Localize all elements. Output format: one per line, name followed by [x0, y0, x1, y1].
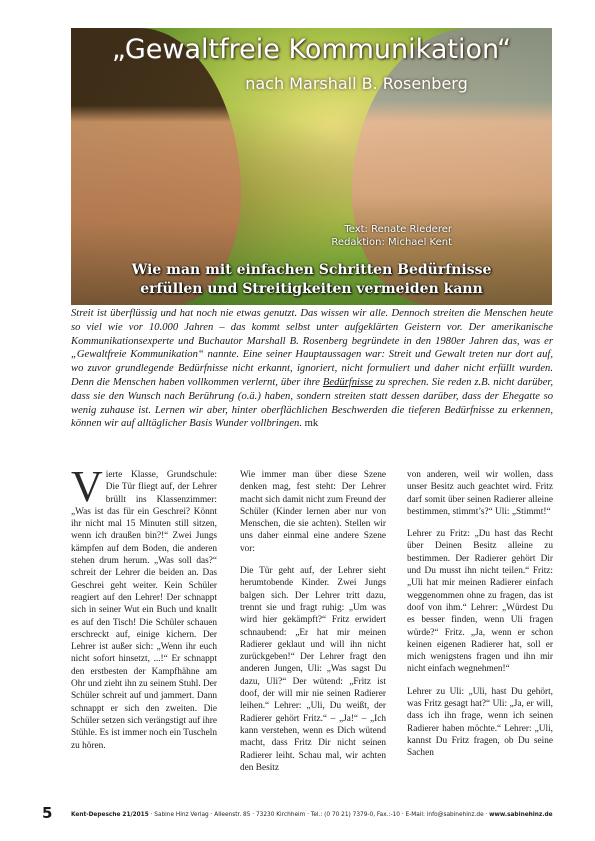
tagline-line-2: erfüllen und Streitigkeiten vermeiden kann: [140, 281, 483, 297]
hero-image: [71, 28, 552, 305]
footer-issue: Kent-Depesche 21/2015: [71, 812, 149, 818]
body-column-1: [71, 462, 217, 762]
article-tagline: [71, 261, 552, 299]
page-number: 5: [42, 804, 53, 822]
column-1-text: ierte Klasse, Grundschule: Die Tür fliegt auf, der Lehrer brüllt ins Klassenzimmer: „Was ist das für ein Geschrei? Könnt ihr nicht mal 15 Minuten still sitzen, wenn ich draußen bin?!“ Zwei Jungs kämpfen auf dem Boden, die anderen stehen drum herum. „Was soll das?“ schreit der Lehrer die beiden an. Das Geschrei geht weiter. Kein Schüler reagiert auf den Lehrer! Der schnappt sich in seiner Wut ein Buch und knallt es auf den Tisch! Die Schüler schauen erschreckt auf, einige kichern. Der Lehrer ist außer sich: „Wenn ihr euch nicht sofort hinsetzt, ...!“ Er schnappt den erstbesten der Kampfhähne am Ohr und zieht ihn zu seinem Stuhl. Der Schüler schreit auf und jammert. Dann schnappt er sich den zweiten. Die Schüler setzen sich verängstigt auf ihre Stühle. Es ist immer noch ein Tuscheln zu hören.: [71, 470, 217, 751]
column-3-paragraph-1: von anderen, weil wir wollen, dass unser Besitz auch geachtet wird. Fritz darf somit über seinen Radierer alleine bestimmen, stimmt’s?“ Uli: „Stimmt!“: [407, 470, 553, 517]
column-1-paragraph: [71, 462, 217, 752]
footer-website: www.sabinehinz.de: [489, 812, 553, 818]
column-2-paragraph-2: Die Tür geht auf, der Lehrer sieht herumtobende Kinder. Zwei Jungs balgen sich. Der Lehrer tritt dazu, trennt sie und fragt ruhig: „Um was wird hier gekämpft?“ Fritz erwidert schnaubend: „Er hat mir meinen Radierer geklaut und will ihn nicht zurückgeben!“ Der Lehrer fragt den anderen Jungen, Uli: „Was sagst Du dazu, Uli?“ Der wütend: „Fritz ist doof, der will mir nie seinen Radierer leihen.“ Lehrer: „Uli, Du weißt, der Radierer gehört Fritz.“ – „Ja!“ – „Ich kann verstehen, wenn es Dich wütend macht, dass Fritz Dir nicht seinen Radierer leiht. Schau mal, wir achten den Besitz: [240, 566, 386, 773]
intro-text-1: Streit ist überflüssig und hat noch nie etwas genutzt. Das wissen wir alle. Dennoch streiten die Menschen heute so viel wie vor 10.000 Jahren – das kommt selbst unter aufgeklärten Geistern vor. Der amerikanische Kommunikationsexperte und Buchautor Marshall B. Rosenberg begründete in den 1980er Jahren das, was er „Gewaltfreie Kommunikation“ nannte. Eine seiner Hauptaussagen war: Streit und Gewalt treten nur dort auf, wo zuvor grundlegende Bedürfnisse nicht erkannt, ignoriert, nicht formuliert und daher nicht erfüllt wurden. Denn die Menschen haben vollkommen verlernt, über ihre: [71, 308, 553, 388]
column-3-paragraph-3: Lehrer zu Uli: „Uli, hast Du gehört, was Fritz gesagt hat?“ Uli: „Ja, er will, dass ich ihn frage, wenn ich seinen Radierer haben möchte.“ Lehrer: „Uli, kannst Du Fritz fragen, ob Du seine Sachen: [407, 686, 553, 759]
article-subtitle: nach Marshall B. Rosenberg: [245, 74, 468, 93]
drop-cap: V: [71, 462, 103, 511]
article-title: „Gewaltfreie Kommunikation“: [111, 34, 512, 65]
body-column-2: [240, 469, 386, 784]
column-2-paragraph-1: Wie immer man über diese Szene denken mag, fest steht: Der Lehrer macht sich damit nicht zum Freund der Schüler (Kinder lernen aber nur von Menschen, die sie achten). Stellen wir uns daher einmal eine andere Szene vor:: [240, 470, 386, 554]
body-column-3: [407, 469, 553, 770]
intro-paragraph: [71, 307, 553, 431]
intro-underlined-word: Bedürfnisse: [322, 376, 373, 388]
column-3-paragraph-2: Lehrer zu Fritz: „Du hast das Recht über Deinen Besitz alleine zu bestimmen. Der Radierer gehört Dir und Du musst ihn nicht teilen.“ Fritz: „Uli hat mir meinen Radierer einfach weggenommen ohne zu fragen, das ist doof von ihm.“ Lehrer: „Würdest Du es besser finden, wenn Uli fragen würde?“ Fritz. „Ja, wenn er schon keinen eigenen Radierer hat, soll er mich wenigstens fragen und ihn mir nicht einfach wegnehmen!“: [407, 529, 553, 675]
intro-text-2: zu sprechen. Sie reden z.B. nicht darüber, dass sie den Wunsch nach Berührung (o.ä.) haben, sondern streiten statt dessen darüber, dass der Ehegatte so wenig zuhause ist. Lernen wir aber, hinter oberflächlichen Beschwerden die tieferen Bedürfnisse zu erkennen, können wir auf alltäglicher Basis Wunder vollbringen.: [71, 376, 553, 430]
page-footer: [71, 812, 553, 818]
tagline-line-1: Wie man mit einfachen Schritten Bedürfnisse: [131, 262, 492, 278]
author-credit: Text: Renate Riederer: [344, 224, 452, 235]
editor-credit: Redaktion: Michael Kent: [331, 237, 452, 248]
footer-publisher: · Sabine Hinz Verlag · Alleenstr. 85 · 73230 Kirchheim · Tel.: (0 70 21) 7379-0, Fax.:-10 · E-Mail: info@sabinehinz.de ·: [148, 812, 490, 818]
intro-signature: mk: [304, 418, 319, 430]
